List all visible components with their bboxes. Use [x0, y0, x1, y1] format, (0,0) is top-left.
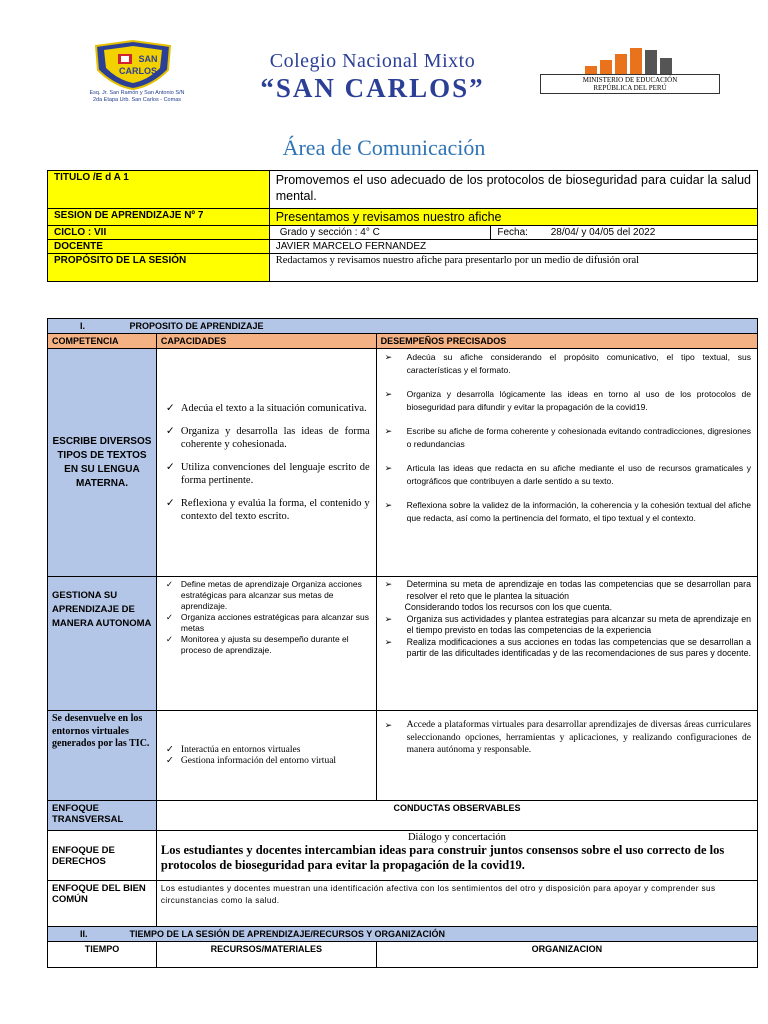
table-row — [48, 254, 758, 282]
school-title-line-1: Colegio Nacional Mixto — [269, 50, 476, 72]
table-row — [48, 226, 758, 240]
logo-text-san: SAN — [138, 54, 158, 64]
capacidades-list — [163, 745, 370, 767]
list-item: ➢ Realiza modificaciones a sus acciones en todas las competencias que se desarrollan a partir de las dificultades identificadas y de las recomendaciones de sus pares y docente. — [383, 637, 751, 660]
list-item: ✓ Utiliza convenciones del lenguaje escrito de forma pertinente. — [163, 461, 370, 487]
desempenos-list — [383, 719, 751, 757]
conductas-label: CONDUCTAS OBSERVABLES — [156, 801, 757, 831]
grado-value: Grado y sección : 4° C — [269, 226, 491, 240]
session-info-table — [47, 170, 758, 282]
proposito-value: Redactamos y revisamos nuestro afiche para presentarlo por un medio de difusión oral — [269, 254, 757, 282]
enfoque-derechos-sub: Diálogo y concertación — [407, 832, 506, 843]
fecha-label: Fecha: — [497, 227, 528, 238]
list-item: ✓ Interactúa en entornos virtuales — [163, 745, 370, 756]
table-row — [48, 577, 758, 711]
desempenos-cell — [376, 711, 757, 801]
logo-address-line-2: 2da Etapa Urb. San Carlos - Comas — [92, 97, 182, 103]
capacidades-cell — [156, 711, 376, 801]
table-row — [48, 209, 758, 226]
fecha-cell — [491, 226, 758, 240]
capacidades-cell — [156, 577, 376, 711]
logo-text-carlos: CARLOS — [119, 66, 157, 76]
table-row — [48, 711, 758, 801]
list-item: ➢ Organiza y desarrolla lógicamente las ideas en torno al uso de los protocolos de bioseguridad para difundir y evitar la propagación de la covid19. — [383, 388, 751, 413]
table-row — [48, 349, 758, 577]
list-item: ➢ Reflexiona sobre la validez de la información, la coherencia y la cohesión textual del afiche que redacta, así como la pertinencia del formato, el tipo textual y el contexto. — [383, 499, 751, 524]
section-2-number: II. — [80, 929, 88, 939]
ministry-label — [540, 74, 720, 94]
enfoque-derechos-label: ENFOQUE DE DERECHOS — [48, 831, 157, 881]
ministry-line-2: REPÚBLICA DEL PERÚ — [593, 84, 667, 92]
list-item: ➢ Adecúa su afiche considerando el propósito comunicativo, el tipo textual, sus características y el formato. — [383, 351, 751, 376]
area-title: Área de Comunicación — [282, 135, 486, 160]
section-1-header — [48, 319, 758, 334]
proposito-label: PROPÓSITO DE LA SESIÓN — [48, 254, 270, 282]
ciclo-label: CICLO : VII — [48, 226, 270, 240]
list-item: ➢ Accede a plataformas virtuales para desarrollar aprendizajes de diversas áreas curriculares seleccionando opciones, herramientas y aplicaciones, y realizando configuraciones de manera autónoma y responsable. — [383, 719, 751, 757]
section-2-header — [48, 927, 758, 942]
titulo-label: TITULO /E d A 1 — [48, 171, 270, 209]
section-1-number: I. — [80, 321, 86, 331]
enfoque-derechos-cell — [156, 831, 757, 881]
school-title — [220, 50, 525, 103]
desempenos-cell — [376, 577, 757, 711]
table-row — [48, 831, 758, 881]
section-header-row — [48, 319, 758, 334]
col-competencia: COMPETENCIA — [48, 334, 157, 349]
list-item: ✓ Organiza acciones estratégicas para alcanzar sus metas — [163, 612, 370, 634]
col-recursos: RECURSOS/MATERIALES — [156, 942, 376, 968]
col-organizacion: ORGANIZACION — [376, 942, 757, 968]
sesion-value: Presentamos y revisamos nuestro afiche — [269, 209, 757, 226]
list-item: ✓ Organiza y desarrolla las ideas de forma coherente y cohesionada. — [163, 425, 370, 451]
competencia-cell: ESCRIBE DIVERSOS TIPOS DE TEXTOS EN SU LENGUA MATERNA. — [48, 349, 157, 577]
ministry-line-1: MINISTERIO DE EDUCACIÓN — [582, 76, 678, 84]
titulo-value: Promovemos el uso adecuado de los protocolos de bioseguridad para cuidar la salud mental. — [269, 171, 757, 209]
column-header-row — [48, 334, 758, 349]
competencia-cell: GESTIONA SU APRENDIZAJE DE MANERA AUTONOMA — [48, 577, 157, 711]
desempeno-note: Considerando todos los recursos con los que cuenta. — [404, 602, 613, 612]
desempenos-list — [383, 579, 751, 660]
list-item: ➢ Determina su meta de aprendizaje en todas las competencias que se desarrollan para resolver el reto que le plantea la situación — [383, 579, 751, 602]
capacidades-list — [163, 579, 370, 656]
list-item: ✓ Monitorea y ajusta su desempeño durante el proceso de aprendizaje. — [163, 634, 370, 656]
col-capacidades: CAPACIDADES — [156, 334, 376, 349]
table-row — [48, 801, 758, 831]
school-title-line-2: “SAN CARLOS” — [260, 73, 485, 103]
list-item: ✓ Reflexiona y evalúa la forma, el contenido y contexto del texto escrito. — [163, 497, 370, 523]
list-item: ✓ Adecúa el texto a la situación comunicativa. — [163, 402, 370, 415]
school-shield-icon — [92, 40, 174, 90]
desempenos-cell — [376, 349, 757, 577]
ministry-logo — [535, 48, 725, 98]
docente-label: DOCENTE — [48, 240, 270, 254]
section-2-title: TIEMPO DE LA SESIÓN DE APRENDIZAJE/RECURSOS Y ORGANIZACIÓN — [129, 929, 446, 939]
table-row — [48, 240, 758, 254]
fecha-value: 28/04/ y 04/05 del 2022 — [550, 227, 656, 238]
list-item: ➢ Organiza sus actividades y plantea estrategias para alcanzar su meta de aprendizaje en el tiempo previsto en todas las competencias de la experiencia — [383, 614, 751, 637]
list-item: ➢ Escribe su afiche de forma coherente y cohesionada evitando contradicciones, digresiones o redundancias — [383, 425, 751, 450]
desempenos-list — [383, 351, 751, 524]
school-logo — [62, 40, 212, 110]
learning-table — [47, 318, 758, 968]
document-header — [0, 0, 768, 115]
sesion-label: SESION DE APRENDIZAJE Nº 7 — [48, 209, 270, 226]
column-header-row — [48, 942, 758, 968]
capacidades-list — [163, 402, 370, 523]
enfoque-derechos-text: Los estudiantes y docentes intercambian ideas para construir juntos consensos sobre el uso correcto de los protocolos de bioseguridad para evitar la propagación de la covid19. — [160, 843, 725, 872]
logo-address-line-1: Esq. Jr. San Ramón y San Antonio S/N — [89, 90, 185, 96]
list-item: ✓ Define metas de aprendizaje Organiza acciones estratégicas para alcanzar sus metas de aprendizaje. — [163, 579, 370, 612]
enfoque-transversal-label: ENFOQUE TRANSVERSAL — [48, 801, 157, 831]
col-desempenos: DESEMPEÑOS PRECISADOS — [376, 334, 757, 349]
docente-value: JAVIER MARCELO FERNANDEZ — [269, 240, 757, 254]
capacidades-cell — [156, 349, 376, 577]
section-1-title: PROPOSITO DE APRENDIZAJE — [129, 321, 264, 331]
section-header-row — [48, 927, 758, 942]
col-tiempo: TIEMPO — [48, 942, 157, 968]
logo-address — [62, 90, 212, 104]
table-row — [48, 881, 758, 927]
enfoque-bien-text: Los estudiantes y docentes muestran una identificación afectiva con los sentimientos del otro y disposición para apoyar y comprender sus circunstancias como la salud. — [156, 881, 757, 927]
table-row — [48, 171, 758, 209]
list-item: ➢ Articula las ideas que redacta en su afiche mediante el uso de recursos gramaticales y ortográficos que contribuyen a darle sentido a su texto. — [383, 462, 751, 487]
competencia-cell: Se desenvuelve en los entornos virtuales generados por las TIC. — [48, 711, 157, 801]
list-item: ✓ Gestiona información del entorno virtual — [163, 756, 370, 767]
enfoque-bien-label: ENFOQUE DEL BIEN COMÚN — [48, 881, 157, 927]
ministry-bars-icon — [585, 48, 685, 74]
